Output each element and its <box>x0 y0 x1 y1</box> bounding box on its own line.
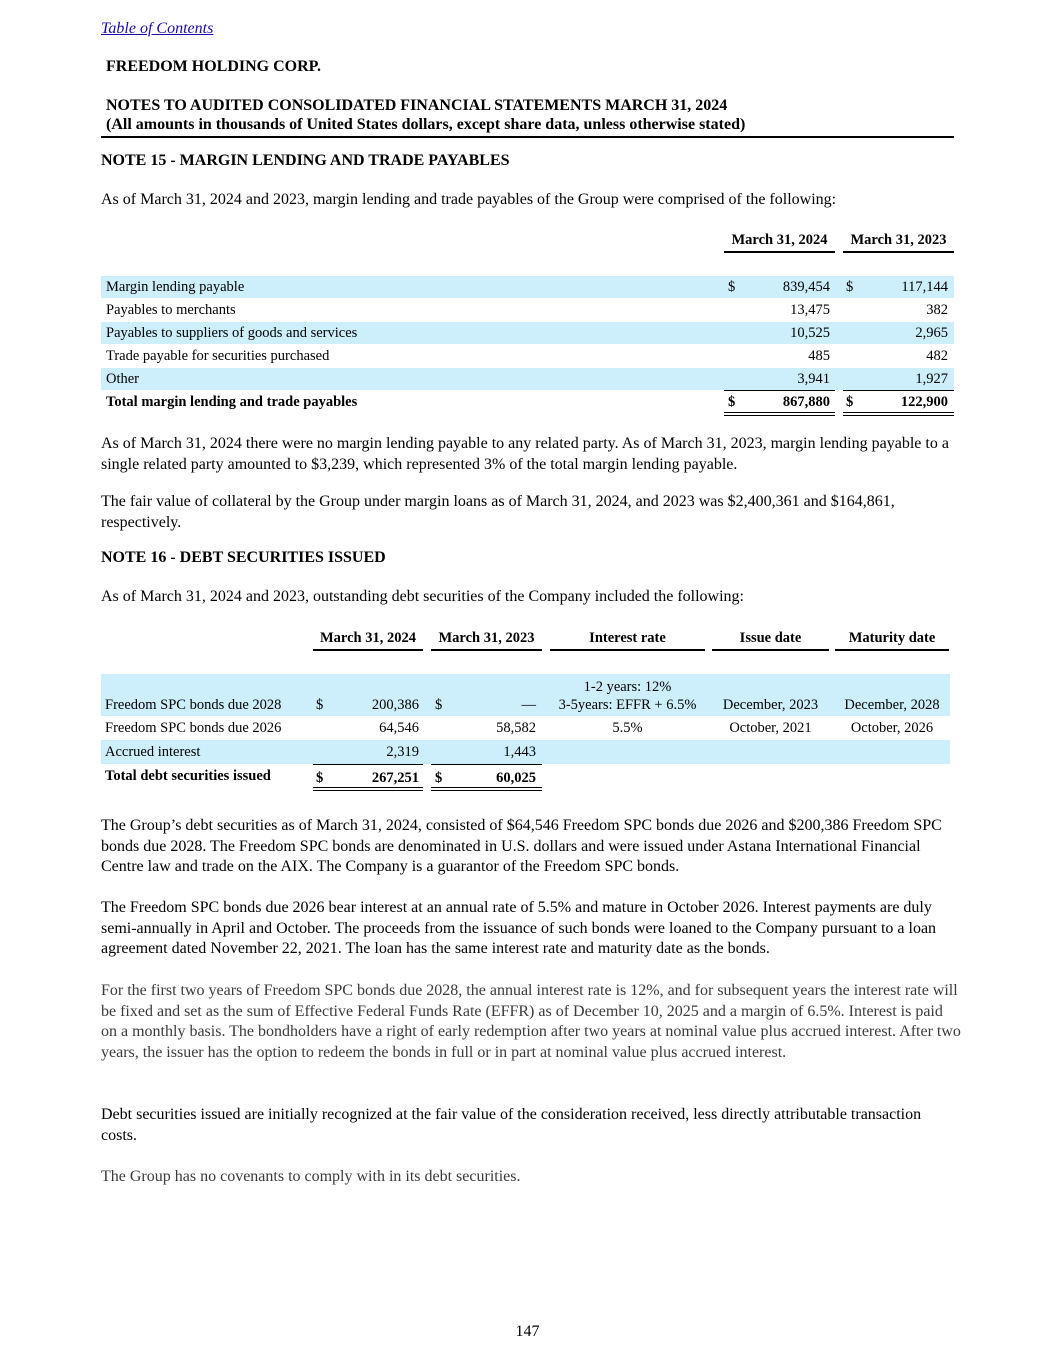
value-2023: 482 <box>926 348 948 364</box>
total-double-rule <box>431 787 542 791</box>
company-name: FREEDOM HOLDING CORP. <box>106 58 321 75</box>
interest-rate-line2: 3-5years: EFFR + 6.5% <box>558 697 697 713</box>
margin-lending-table <box>101 232 954 417</box>
notes-title-line2: (All amounts in thousands of United States dollars, except share data, unless otherwise stated) <box>106 116 746 133</box>
table-total-row <box>101 765 950 787</box>
column-header-maturity-date: Maturity date <box>835 630 949 651</box>
row-label: Total debt securities issued <box>105 768 271 784</box>
row-label: Accrued interest <box>105 744 201 760</box>
table-of-contents-link[interactable]: Table of Contents <box>101 20 214 37</box>
page-number: 147 <box>515 1323 540 1340</box>
value-2024: 485 <box>808 348 830 364</box>
table-row <box>101 345 954 367</box>
column-header-2023: March 31, 2023 <box>843 232 954 253</box>
value-2024: 10,525 <box>790 325 830 341</box>
row-label: Freedom SPC bonds due 2026 <box>105 720 282 736</box>
table-row <box>101 299 954 321</box>
value-2024: 2,319 <box>386 744 419 760</box>
total-2023: 60,025 <box>496 770 536 786</box>
table-row <box>101 674 950 716</box>
currency-symbol: $ <box>435 770 443 786</box>
currency-symbol: $ <box>846 279 854 295</box>
currency-symbol: $ <box>846 394 854 410</box>
row-label: Total margin lending and trade payables <box>106 394 358 410</box>
value-2023: 117,144 <box>901 279 948 295</box>
column-header-2024: March 31, 2024 <box>313 630 423 651</box>
header-divider <box>101 136 954 138</box>
value-2024: 64,546 <box>379 720 419 736</box>
issue-date: October, 2021 <box>729 720 812 736</box>
note16-2026-bonds-paragraph: The Freedom SPC bonds due 2026 bear interest at an annual rate of 5.5% and mature in October 2026. Interest payments are duly semi-annually in April and October. The proceeds from the issuance of such bonds were loaned to the Company pursuant to a loan agreement dated November 22, 2021. The loan has the same interest rate and maturity date as the bonds. <box>101 899 937 957</box>
notes-title <box>106 96 745 134</box>
currency-symbol: $ <box>316 697 324 713</box>
value-2024: 200,386 <box>371 697 419 713</box>
note16-2028-bonds-paragraph: For the first two years of Freedom SPC bonds due 2028, the annual interest rate is 12%, and for subsequent years the interest rate will be fixed and set as the sum of Effective Federal Funds Rate (EFFR) as of December 10, 2025 and a margin of 6.5%. Interest is paid on a monthly basis. The bondholders have a right of early redemption after two years at nominal value plus accrued interest. After two years, the issuer has the option to redeem the bonds in full or in part at nominal value plus accrued interest. <box>101 982 961 1061</box>
currency-symbol: $ <box>435 697 443 713</box>
note15-intro: As of March 31, 2024 and 2023, margin lending and trade payables of the Group were comprised of the following: <box>101 191 837 208</box>
value-2023: 1,443 <box>503 744 536 760</box>
value-2023: 382 <box>926 302 948 318</box>
total-2024: 867,880 <box>782 394 830 410</box>
maturity-date: December, 2028 <box>844 697 940 713</box>
debt-securities-table <box>101 630 954 795</box>
table-row <box>101 276 954 298</box>
row-label: Other <box>106 371 140 387</box>
interest-rate: 5.5% <box>612 720 643 736</box>
total-double-rule <box>313 787 423 791</box>
issue-date: December, 2023 <box>722 697 819 713</box>
total-double-rule <box>724 412 835 416</box>
currency-symbol: $ <box>728 394 736 410</box>
note16-intro: As of March 31, 2024 and 2023, outstanding debt securities of the Company included the following: <box>101 588 744 605</box>
note16-composition-paragraph: The Group’s debt securities as of March 31, 2024, consisted of $64,546 Freedom SPC bonds due 2026 and $200,386 Freedom SPC bonds due 2028. The Freedom SPC bonds are denominated in U.S. dollars and were issued under Astana International Financial Centre law and trade on the AIX. The Company is a guarantor of the Freedom SPC bonds. <box>101 817 942 875</box>
column-header-interest-rate: Interest rate <box>550 630 705 651</box>
note16-covenants-paragraph: The Group has no covenants to comply with in its debt securities. <box>101 1168 521 1185</box>
value-2023: — <box>521 697 536 713</box>
note16-recognition-paragraph: Debt securities issued are initially recognized at the fair value of the consideration received, less directly attributable transaction costs. <box>101 1106 922 1144</box>
row-label: Trade payable for securities purchased <box>106 348 330 364</box>
total-2023: 122,900 <box>900 394 948 410</box>
row-label: Margin lending payable <box>106 279 245 295</box>
value-2023: 2,965 <box>915 325 948 341</box>
currency-symbol: $ <box>316 770 324 786</box>
table-row <box>101 368 954 390</box>
value-2023: 58,582 <box>496 720 536 736</box>
row-label: Payables to merchants <box>106 302 236 318</box>
notes-title-line1: NOTES TO AUDITED CONSOLIDATED FINANCIAL STATEMENTS MARCH 31, 2024 <box>106 97 728 114</box>
column-header-issue-date: Issue date <box>712 630 829 651</box>
note15-heading: NOTE 15 - MARGIN LENDING AND TRADE PAYABLES <box>101 152 510 169</box>
column-header-2024: March 31, 2024 <box>724 232 835 253</box>
row-label: Payables to suppliers of goods and services <box>106 325 358 341</box>
note15-collateral-paragraph: The fair value of collateral by the Group under margin loans as of March 31, 2024, and 2023 was $2,400,361 and $164,861, respectively. <box>101 493 895 531</box>
row-label: Freedom SPC bonds due 2028 <box>105 697 282 713</box>
table-row <box>101 716 950 740</box>
interest-rate-line1: 1-2 years: 12% <box>583 679 672 695</box>
currency-symbol: $ <box>728 279 736 295</box>
table-row <box>101 740 950 764</box>
table-total-row <box>101 391 954 413</box>
value-2024: 3,941 <box>797 371 830 387</box>
total-2024: 267,251 <box>371 770 419 786</box>
table-row <box>101 322 954 344</box>
value-2023: 1,927 <box>915 371 948 387</box>
value-2024: 13,475 <box>790 302 830 318</box>
value-2024: 839,454 <box>782 279 830 295</box>
note15-related-party-paragraph: As of March 31, 2024 there were no margin lending payable to any related party. As of March 31, 2023, margin lending payable to a single related party amounted to $3,239, which represented 3% of the total margin lending payable. <box>101 435 949 473</box>
note16-heading: NOTE 16 - DEBT SECURITIES ISSUED <box>101 549 386 566</box>
maturity-date: October, 2026 <box>850 720 934 736</box>
column-header-2023: March 31, 2023 <box>431 630 542 651</box>
total-double-rule <box>843 412 954 416</box>
